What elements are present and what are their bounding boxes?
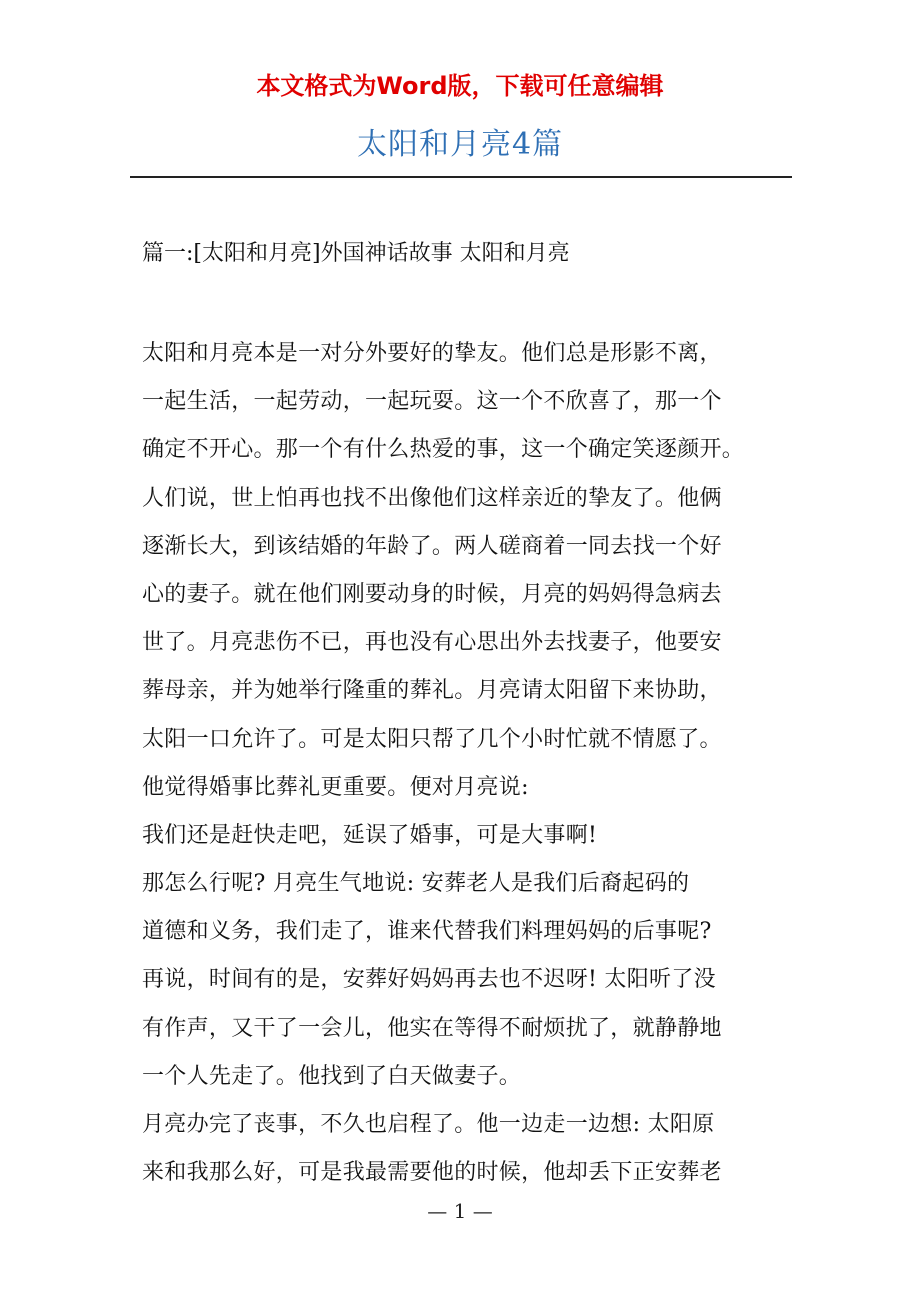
section-heading: 篇一:[太阳和月亮]外国神话故事 太阳和月亮 [142,241,570,266]
format-notice-banner: 本文格式为Word版，下载可任意编辑 [256,72,664,100]
paragraph-line: 葬母亲，并为她举行隆重的葬礼。月亮请太阳留下来协助， [142,678,722,704]
body-text [142,330,802,1197]
document-title: 太阳和月亮4篇 [356,127,564,162]
paragraph-line: 太阳和月亮本是一对分外要好的挚友。他们总是形影不离， [142,341,722,366]
paragraph-line: 一个人先走了。他找到了白天做妻子。 [142,1063,522,1089]
paragraph-line: 逐渐长大，到该结婚的年龄了。两人磋商着一同去找一个好 [142,533,722,559]
paragraph-line: 再说，时间有的是，安葬好妈妈再去也不迟呀! 太阳听了没 [142,967,716,993]
paragraph-line: 来和我那么好，可是我最需要他的时候，他却丢下正安葬老 [142,1160,722,1186]
paragraph-line: 一起生活，一起劳动，一起玩耍。这一个不欣喜了，那一个 [142,389,722,415]
paragraph-line: 确定不开心。那一个有什么热爱的事，这一个确定笑逐颜开。 [142,437,745,463]
paragraph-line: 他觉得婚事比葬礼更重要。便对月亮说: [142,774,529,800]
paragraph-line: 月亮办完了丧事，不久也启程了。他一边走一边想: 太阳原 [142,1112,715,1137]
paragraph-line: 太阳一口允许了。可是太阳只帮了几个小时忙就不情愿了。 [142,726,722,752]
paragraph-line: 心的妻子。就在他们刚要动身的时候，月亮的妈妈得急病去 [142,581,722,607]
paragraph-line: 人们说，世上怕再也找不出像他们这样亲近的挚友了。他俩 [142,485,722,511]
paragraph-line: 世了。月亮悲伤不已，再也没有心思出外去找妻子，他要安 [142,630,722,656]
page-number: — 1 — [427,1199,493,1223]
paragraph-line: 那怎么行呢? 月亮生气地说: 安葬老人是我们后裔起码的 [142,871,690,897]
title-divider [130,176,792,178]
paragraph-line: 我们还是赶快走吧，延误了婚事，可是大事啊! [142,822,598,848]
paragraph-line: 道德和义务，我们走了，谁来代替我们料理妈妈的后事呢? [142,919,712,945]
paragraph-line: 有作声，又干了一会儿，他实在等得不耐烦扰了，就静静地 [142,1015,722,1041]
